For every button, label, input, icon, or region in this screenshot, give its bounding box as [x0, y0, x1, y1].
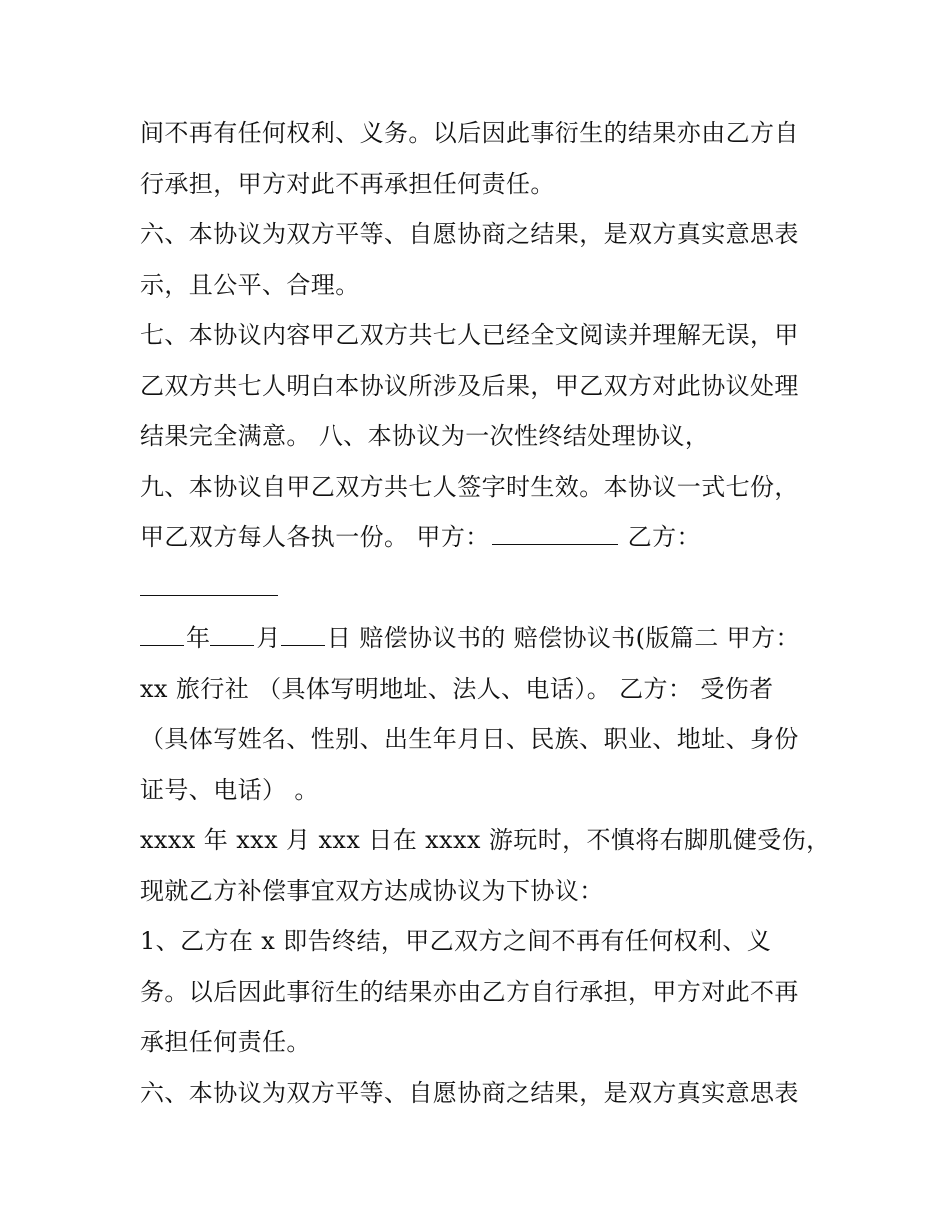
text-line: 六、本协议为双方平等、自愿协商之结果，是双方真实意思表: [140, 220, 799, 248]
text-line: 七、本协议内容甲乙双方共七人已经全文阅读并理解无误，甲: [140, 321, 799, 349]
date-line-rest: 赔偿协议书的 赔偿协议书(版篇二 甲方：: [351, 624, 800, 652]
text-line: 承担任何责任。: [140, 1028, 311, 1056]
text-line: 示，且公平、合理。: [140, 270, 360, 299]
signature-text: 甲乙双方每人各执一份。 甲方：: [140, 523, 490, 551]
signature-blank-line: [140, 563, 830, 614]
day-label: 日: [326, 624, 352, 652]
text-line: （具体写姓名、性别、出生年月日、民族、职业、地址、身份: [140, 725, 799, 753]
party-b-signature-blank: [140, 569, 278, 596]
month-blank: [210, 619, 254, 646]
text-line: 九、本协议自甲乙双方共七人签字时生效。本协议一式七份，: [140, 472, 799, 501]
text-line: 六、本协议为双方平等、自愿协商之结果，是双方真实意思表: [140, 1078, 799, 1107]
text-line: 1、乙方在 x 即告终结，甲乙双方之间不再有任何权利、义: [140, 927, 772, 955]
text-line: 乙双方共七人明白本协议所涉及后果，甲乙双方对此协议处理: [140, 371, 799, 400]
text-line: 现就乙方补偿事宜双方达成协议为下协议：: [140, 876, 604, 905]
text-line: xxxx 年 xxx 月 xxx 日在 xxxx 游玩时，不慎将右脚肌健受伤，: [140, 826, 831, 854]
month-label: 月: [256, 624, 281, 652]
text-line: 间不再有任何权利、义务。以后因此事衍生的结果亦由乙方自: [140, 119, 799, 147]
date-line: [140, 613, 830, 664]
text-line: xx 旅行社 （具体写明地址、法人、电话）。 乙方： 受伤者: [140, 674, 774, 703]
day-blank: [281, 619, 325, 646]
year-label: 年: [186, 624, 211, 652]
signature-line: [140, 512, 830, 563]
text-line: 结果完全满意。 八、本协议为一次性终结处理协议，: [140, 422, 710, 450]
text-line: 务。以后因此事衍生的结果亦由乙方自行承担，甲方对此不再: [140, 977, 799, 1006]
agreement-text: [140, 108, 830, 1118]
text-line: 行承担，甲方对此不再承担任何责任。: [140, 169, 555, 198]
year-blank: [140, 619, 184, 646]
party-b-label: 乙方：: [627, 523, 701, 551]
text-line: 证号、电话） 。: [140, 775, 319, 804]
party-a-signature-blank: [492, 518, 618, 545]
